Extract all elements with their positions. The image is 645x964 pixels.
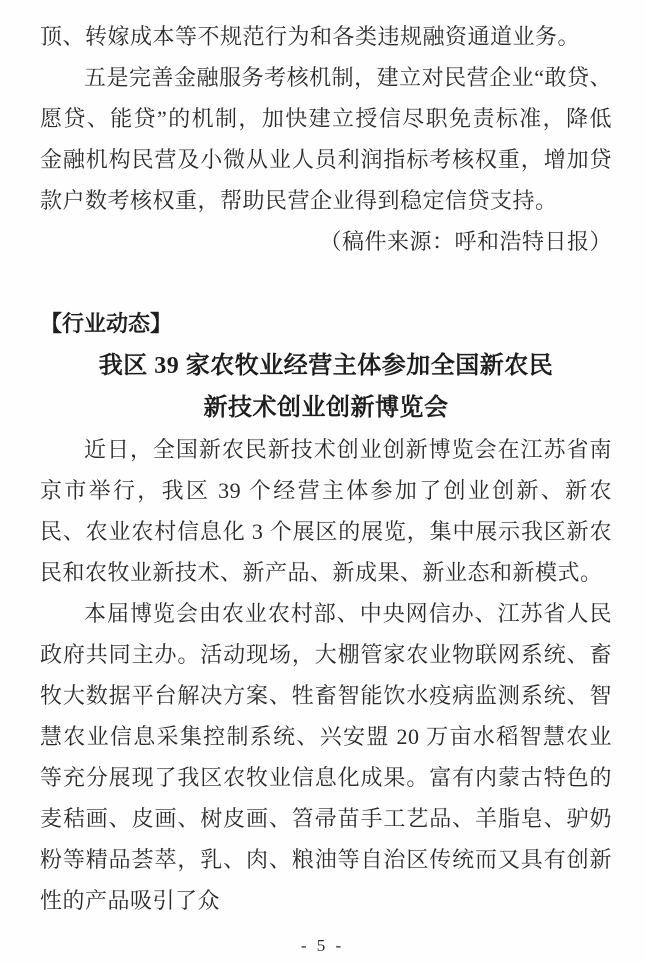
article-title-line1: 我区 39 家农牧业经营主体参加全国新农民 bbox=[98, 353, 554, 379]
paragraph-detail: 本届博览会由农业农村部、中央网信办、江苏省人民政府共同主办。活动现场，大棚管家农业物联网系统、畜牧大数据平台解决方案、牲畜智能饮水疫病监测系统、智慧农业信息采集控制系统、兴安盟 20 万亩水稻智慧农业等充分展现了我区农牧业信息化成果。富有内蒙古特色的麦秸画、皮画、树皮画、笤帚苗手工艺品、羊脂皂、驴奶粉等精品荟萃，乳、肉、粮油等自治区传统而又具有创新性的产品吸引了众 bbox=[40, 601, 612, 913]
article-title-line2: 新技术创业创新博览会 bbox=[203, 395, 449, 421]
paragraph-point-five: 五是完善金融服务考核机制，建立对民营企业“敢贷、愿贷、能贷”的机制，加快建立授信尽职免责标准，降低金融机构民营及小微从业人员利润指标考核权重，增加贷款户数考核权重，帮助民营企业得到稳定信贷支持。 bbox=[40, 65, 612, 213]
section-header-industry-news: 【行业动态】 bbox=[40, 311, 173, 336]
paragraph-continuation-tail: 顶、转嫁成本等不规范行为和各类违规融资通道业务。 bbox=[40, 24, 581, 49]
paragraph-intro: 近日，全国新农民新技术创业创新博览会在江苏省南京市举行，我区 39 个经营主体参加了创业创新、新农民、农业农村信息化 3 个展区的展览，集中展示我区新农民和农牧业新技术、新产品、新成果、新业态和新模式。 bbox=[40, 437, 612, 585]
article-title bbox=[40, 345, 612, 429]
page-number: - 5 - bbox=[300, 936, 345, 955]
source-attribution: （稿件来源：呼和浩特日报） bbox=[319, 229, 612, 254]
